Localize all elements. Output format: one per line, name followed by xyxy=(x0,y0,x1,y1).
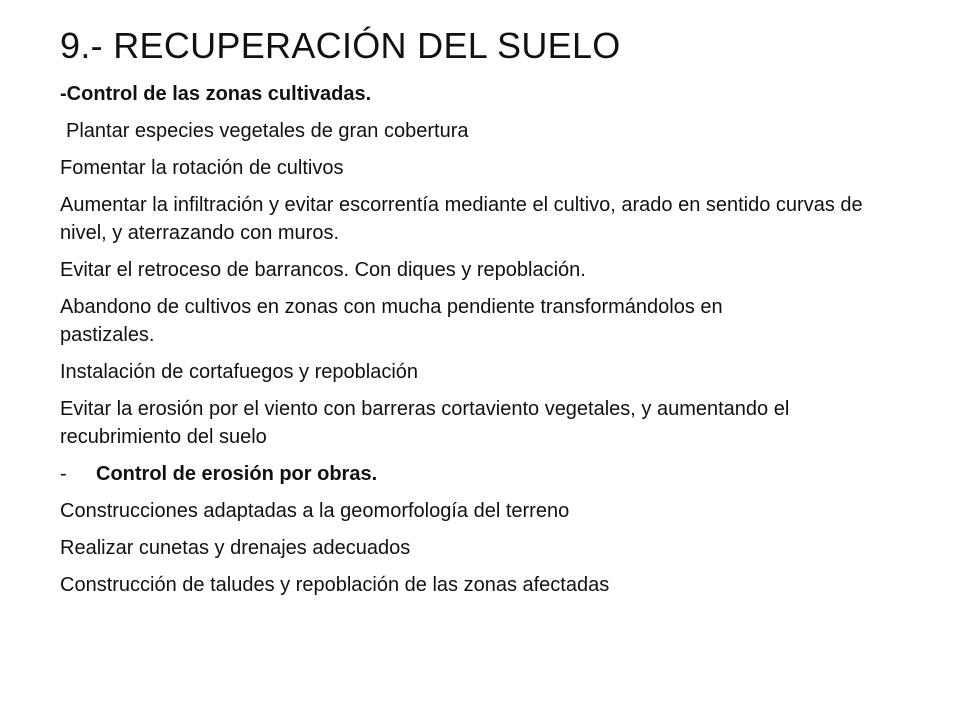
text-line: Realizar cunetas y drenajes adecuados xyxy=(60,537,411,559)
text-line: Aumentar la infiltración y evitar escorrentía mediante el cultivo, arado en sentido curvas de nivel, y aterrazando con muros. xyxy=(60,194,863,244)
section-heading-label: Control de erosión por obras. xyxy=(96,463,378,485)
text-line: Evitar el retroceso de barrancos. Con diques y repoblación. xyxy=(60,259,586,281)
dash-marker: - xyxy=(60,463,67,485)
text-line: Construcciones adaptadas a la geomorfología del terreno xyxy=(60,500,570,522)
slide-title: 9.- RECUPERACIÓN DEL SUELO xyxy=(60,25,621,66)
text-line: Construcción de taludes y repoblación de las zonas afectadas xyxy=(60,574,610,596)
text-line: Evitar la erosión por el viento con barreras cortaviento vegetales, y aumentando el recubrimiento del suelo xyxy=(60,398,790,448)
text-line: Fomentar la rotación de cultivos xyxy=(60,157,344,179)
text-line: Plantar especies vegetales de gran cobertura xyxy=(66,120,469,142)
text-line: Instalación de cortafuegos y repoblación xyxy=(60,361,419,383)
section-heading-erosion-works xyxy=(60,460,910,488)
section-heading-cultivated-zones: -Control de las zonas cultivadas. xyxy=(60,83,372,105)
slide-body xyxy=(60,80,910,608)
text-line: Abandono de cultivos en zonas con mucha pendiente transformándolos en pastizales. xyxy=(60,296,723,346)
